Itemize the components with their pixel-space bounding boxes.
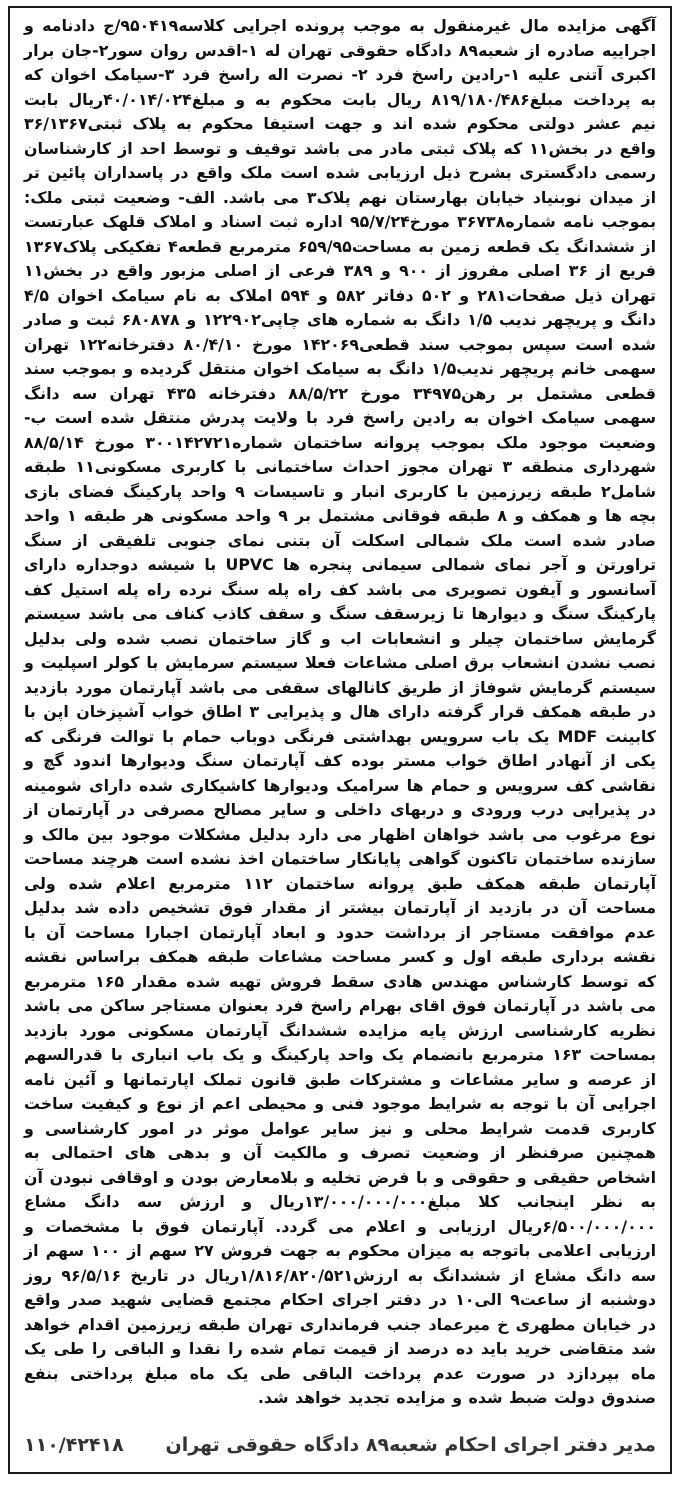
auction-notice (8, 6, 672, 1474)
notice-code: ۱۱۰/۴۲۴۱۸ (24, 1434, 124, 1456)
signature-line: مدیر دفتر اجرای احکام شعبه۸۹ دادگاه حقوقی تهران (165, 1434, 656, 1456)
notice-footer (24, 1434, 656, 1464)
notice-body-text: آگهی مزایده مال غیرمنقول به موجب پرونده اجرایی کلاسه۹۵۰۴۱۹/ج دادنامه و اجراییه صادره از شعبه۸۹ دادگاه حقوقی تهران له ۱-اقدس روان سور۲-جان برار اکبری آتنی علیه ۱-رادین راسخ فرد ۲- نصرت اله راسخ فرد ۳-سیامک اخوان که به پرداخت مبلغ۸۱۹/۱۸۰/۴۸۶ ریال بابت محکوم به و مبلغ۴۰/۰۱۴/۰۲۴ریال بابت نیم عشر دولتی محکوم شده اند و جهت استیفا محکوم به پلاک ثبتی۳۶/۱۳۶۷ واقع در بخش۱۱ که پلاک ثبتی مادر می باشد توقیف و توسط احد از کارشناسان رسمی دادگستری بشرح ذیل ارزیابی شده است ملک واقع در پاسداران پائین تر از میدان نوبنیاد خیابان بهارستان نهم پلاک۳ می باشد. الف- وضعیت ثبتی ملک: بموجب نامه شماره۳۶۷۳۸ مورخ۹۵/۷/۲۴ اداره ثبت اسناد و املاک قلهک عبارتست از ششدانگ یک قطعه زمین به مساحت۶۵۹/۹۵ مترمربع قطعه۴ تفکیکی پلاک۱۳۶۷ فریع از ۳۶ اصلی مفروز از ۹۰۰ و ۳۸۹ فرعی از اصلی مزبور واقع در بخش۱۱ تهران ذیل صفحات۲۸۱ و ۵۰۲ دفاتر ۵۸۲ و ۵۹۴ املاک به نام سیامک اخوان ۴/۵ دانگ و پریچهر ندیب ۱/۵ دانگ به شماره های چاپی۱۲۲۹۰۲ و ۶۸۰۸۷۸ ثبت و صادر شده است سپس بموجب سند قطعی۱۴۲۰۶۹ مورخ ۸۰/۴/۱۰ دفترخانه۱۲۲ تهران سهمی خانم پریچهر ندیب۱/۵ دانگ به سیامک اخوان منتقل گردیده و بموجب سند قطعی مشتمل بر رهن۳۴۹۷۵ مورخ ۸۸/۵/۲۲ دفترخانه ۴۳۵ تهران سه دانگ سهمی سیامک اخوان به رادین راسخ فرد با ولایت پدرش منتقل شده است ب- وضعیت موجود ملک بموجب پروانه ساختمان شماره۳۰۰۱۴۲۷۲۱ مورخ ۸۸/۵/۱۴ شهرداری منطقه ۳ تهران مجوز احداث ساختمانی با کاربری مسکونی۱۱ طبقه شامل۲ طبقه زیرزمین با کاربری انبار و تاسیسات ۹ واحد پارکینگ فضای بازی بچه ها و همکف و ۸ طبقه فوقانی مشتمل بر ۹ واحد مسکونی هر طبقه ۱ واحد صادر شده است ملک شمالی اسکلت آن بتنی نمای جنوبی تلفیقی از سنگ تراورتن و آجر نمای شمالی سیمانی پنجره ها UPVC با شیشه دوجداره دارای آسانسور و آیفون تصویری می باشد کف راه پله سنگ نرده راه پله استیل کف پارکینگ سنگ و دیوارها تا زیرسقف سنگ و سقف کاذب کناف می باشد سیستم گرمایش ساختمان چیلر و انشعابات اب و گاز ساختمان نصب شده ولی بدلیل نصب نشدن انشعاب برق اصلی مشاعات فعلا سیستم سرمایش با کولر اسپلیت و سیستم گرمایش شوفاژ از طریق کانالهای سقفی می باشد آپارتمان مورد بازدید در طبقه همکف قرار گرفته دارای هال و پذیرایی ۳ اطاق خواب آشپزخان اپن با کابینت MDF یک باب سرویس بهداشتی فرنگی دوباب حمام با توالت فرنگی که یکی از آنهادر اطاق خواب مستر بوده کف آپارتمان سنگ ودیوارها اندود گچ و نقاشی کف سرویس و حمام ها سرامیک ودیوارها کاشیکاری شده دارای شومینه در پذیرایی درب ورودی و دربهای داخلی و سایر مصالح مصرفی در آپارتمان از نوع مرغوب می باشد خواهان اظهار می دارد بدلیل مشکلات موجود بین مالک و سازنده ساختمان تاکنون گواهی پایانکار ساختمان اخذ نشده است هرچند مساحت آپارتمان طبقه همکف طبق پروانه ساختمان ۱۱۲ مترمربع اعلام شده ولی مساحت آن در بازدید از آپارتمان بیشتر از مقدار فوق تشخیص داده شد بدلیل عدم موافقت مستاجر از برداشت حدود و ابعاد آپارتمان اجبارا مساحت آن با نقشه برداری طبقه اول و کسر مساحت مشاعات طبقه همکف براساس نقشه که توسط کارشناس مهندس هادی سقط فروش تهیه شده مقدار ۱۶۵ مترمربع می باشد در آپارتمان فوق اقای بهرام راسخ فرد بعنوان مستاجر ساکن می باشد نظریه کارشناسی ارزش پایه مزایده ششدانگ آپارتمان مسکونی مورد بازدید بمساحت ۱۶۳ مترمربع بانضمام یک واحد پارکینگ و یک باب انباری با قدرالسهم از عرصه و سایر مشاعات و مشترکات طبق قانون تملک اپارتمانها و آئین نامه اجرایی آن با توجه به شرایط موجود فنی و محیطی اعم از نوع و کیفیت ساخت کاربری قدمت شرایط محلی و نیز سایر عوامل موثر در امور کارشناسی و همچنین صرفنظر از وضعیت تصرف و مالکیت آن و بدهی های احتمالی به اشخاص حقیقی و حقوقی و با فرض تخلیه و بلامعارض بودن و اوقافی نبودن آن به نظر اینجانب کلا مبلغ۱۳/۰۰۰/۰۰۰/۰۰۰ریال و ارزش سه دانگ مشاع ۶/۵۰۰/۰۰۰/۰۰۰ریال ارزیابی و اعلام می گردد. آپارتمان فوق با مشخصات و ارزیابی اعلامی باتوجه به میزان محکوم به جهت فروش ۲۷ سهم از ۱۰۰ سهم از سه دانگ مشاع از ششدانگ به ارزش۱/۸۱۶/۸۲۰/۵۲۱ریال در تاریخ ۹۶/۵/۱۶ روز دوشنبه از ساعت۹ الی۱۰ در دفتر اجرای احکام مجتمع قضایی شهید صدر واقع در خیابان مطهری خ میرعماد جنب فرمانداری تهران طبقه زیرزمین اقدام خواهد شد متقاضی خرید باید ده درصد از قیمت تمام شده را نقدا و الباقی را طی یک ماه بپردازد در صورت عدم پرداخت الباقی طی یک ماه مبلغ پرداختی بنفع صندوق دولت ضبط شده و مزایده تجدید خواهد شد. (24, 16, 657, 1407)
